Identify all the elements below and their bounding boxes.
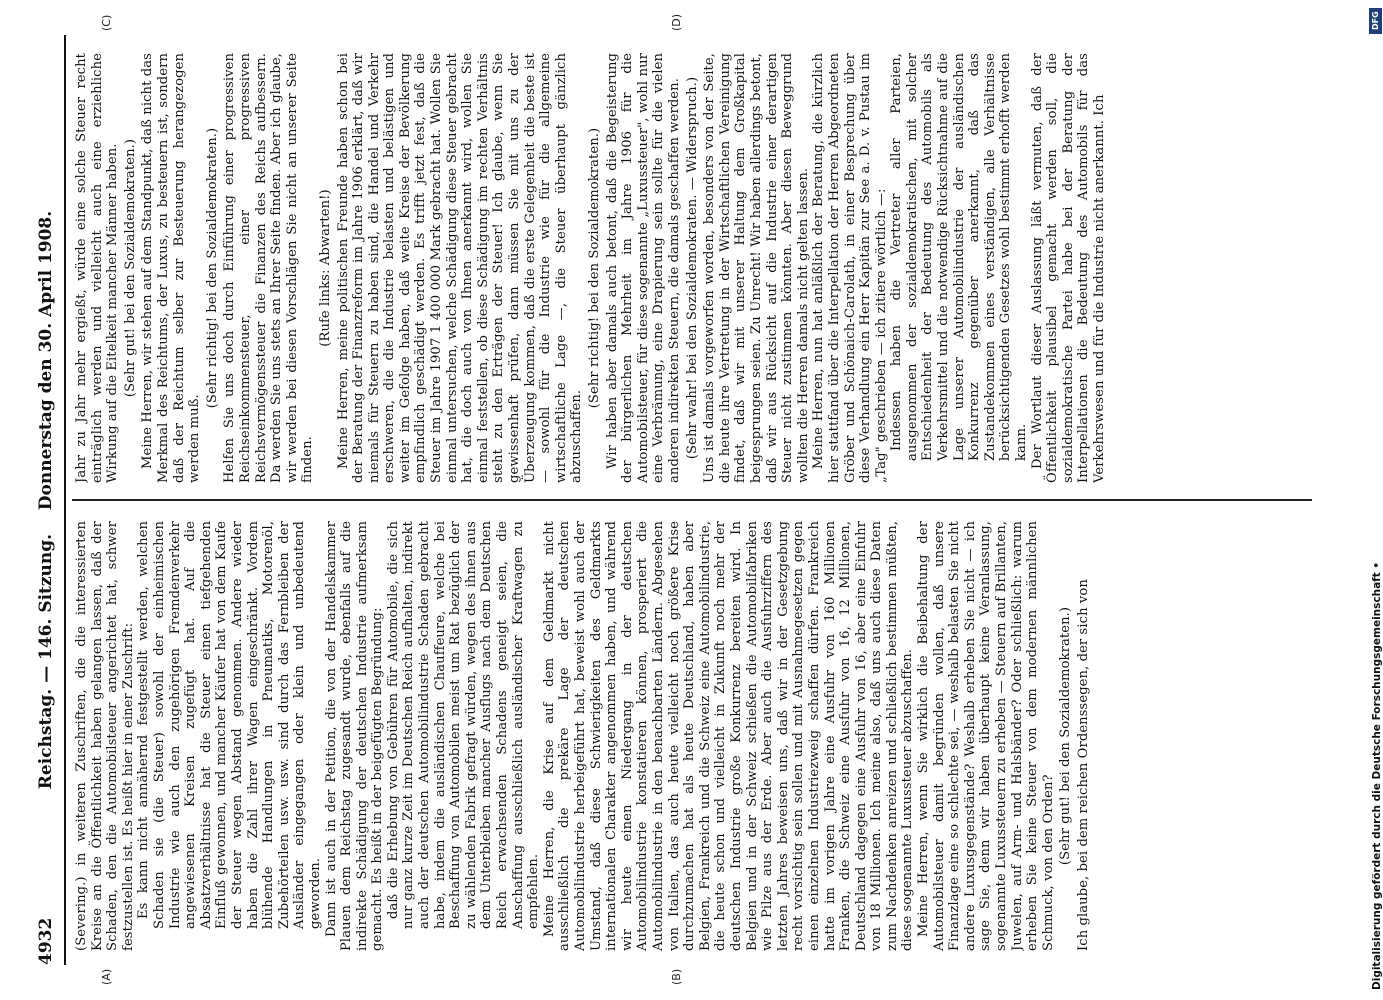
paragraph: Der Wortlaut dieser Auslassung läßt vermuten, daß der Öffentlichkeit plausibel gemacht werden soll, die sozialdemokratische Partei habe bei der Beratung der Interpellationen die Bedeutung des Automobils für das Verkehrswesen und für die Industrie nicht anerkannt. Ich: [1029, 53, 1107, 483]
paragraph: Meine Herren, meine politischen Freunde haben schon bei der Beratung der Finanzreform im Jahre 1906 erklärt, daß wir niemals für Steuern zu haben sind, die Handel und Verkehr erschweren, die die Industrie belasten und belästigen und weiter im Gefolge haben, daß weite Kreise der Bevölkerung empfindlich geschädigt werden. Es trifft jetzt fest, daß die Steuer im Jahre 1907 1 400 000 Mark gebracht hat. Wollen Sie einmal untersuchen, welche Schädigung diese Steuer gebracht hat, die doch auch von Ihnen anerkannt wird, wollen Sie einmal feststellen, ob diese Schädigung im rechten Verhältnis steht zu den Erträgen der Steuer! Ich glaube, wenn Sie gewissenhaft prüfen, dann müssen Sie mit uns zu der Überzeugung kommen, daß die erste Gelegenheit die beste ist — sowohl für die Industrie wie für die allgemeine wirtschaftliche Lage —, die Steuer überhaupt gänzlich abzuschaffen.: [335, 53, 585, 483]
interjection: (Sehr richtig! bei den Sozialdemokraten.): [587, 127, 602, 409]
paragraph: Uns ist damals vorgeworfen worden, besonders von der Seite, die heute ihre Vertretung in der Wirtschaftlichen Vereinigung findet, daß wir mit unserer Haltung dem Großkapital beigesprungen seien. Zu Unrecht! Wir haben allerdings betont, daß wir aus Rücksicht auf die Industrie einer derartigen Steuer nicht zustimmen könnten. Aber diesen Beweggrund wollten die Herren damals nicht gelten lassen.: [702, 53, 811, 483]
page-number: 4932: [36, 917, 56, 965]
quoted-passage: Es kann nicht annähernd festgestellt werden, welchen Schaden sie (die Steuer) sowohl der einheimischen Industrie wie auch den zugehörigen Fremdenverkehr angewiesenen Kreisen zugefügt hat. Auf die Absatzverhältnisse hat die Steuer einen tiefgehenden Einfluß gewonnen, und mancher Käufer hat von dem Kaufe der Steuer wegen Abstand genommen. Andere wieder haben die Zahl ihrer Wagen eingeschränkt. Vordem blühende Handlungen in Pneumatiks, Motorenöl, Zubehörteilen usw. usw. sind durch das Fernbleiben der Ausländer eingegangen oder klein und unbedeutend geworden.: [136, 521, 323, 929]
quoted-passage: daß die Erhebung von Gebühren für Automobile, die sich nur ganz kurze Zeit im Deutschen Reich aufhalten, indirekt auch der deutschen Automobilindustrie Schaden gebracht habe, indem die ausländischen Chauffeure, welche bei Beschaffung von Automobilen meist um Rat bezüglich der zu wählenden Fabrik gefragt würden, wegen des ihnen aus dem Unterbleiben mancher Ausflugs nach dem Deutschen Reich erwachsenden Schadens geneigt seien, die Anschaffung ausschließlich ausländischer Kraftwagen zu empfehlen.: [385, 521, 542, 929]
right-text-column: [74, 53, 1314, 483]
margin-mark-d: (D): [670, 13, 683, 31]
paragraph: Meine Herren, wir stehen auf dem Standpunkt, daß nicht das Merkmal des Reichtums, der Luxus, zu besteuern ist, sondern daß der Reichtum selber zur Besteuerung herangezogen werden muß.: [140, 53, 203, 483]
digitization-credit: Digitalisierung gefördert durch die Deutsche Forschungsgemeinschaft •: [1371, 561, 1383, 990]
interjection: (Sehr wahr! bei den Sozialdemokraten. — Widerspruch.): [684, 76, 700, 460]
interjection: (Sehr gut! bei den Sozialdemokraten.): [122, 138, 138, 398]
paragraph: Meine Herren, nun hat anläßlich der Beratung, die kürzlich hier stattfand über die Interpellation der Herren Abgeordneten Gröber und Schönaich-Carolath, in einer Besprechung über diese Verhandlung ein Herr Kapitän zur See a. D. v. Pustau im „Tag" geschrieben — ich zitiere wörtlich —:: [811, 53, 889, 483]
paragraph: Dann ist auch in der Petition, die von der Handelskammer Plauen dem Reichstag zugesandt wurde, ebenfalls auf die indirekte Schädigung der deutschen Industrie aufmerksam gemacht. Es heißt in der beigefügten Begründung:: [323, 521, 386, 951]
interjection: (Sehr richtig! bei den Sozialdemokraten.): [204, 127, 220, 409]
interjection: (Rufe links: Abwarten!): [317, 189, 333, 347]
paragraph: Jahr zu Jahr mehr ergießt, würde eine solche Steuer recht einträglich werden und vielleicht auch eine erziehliche Wirkung auf die Eitelkeit mancher Männer haben.: [74, 53, 121, 483]
page-header: [30, 35, 66, 965]
header-date: Donnerstag den 30. April 1908.: [36, 210, 56, 511]
rotated-document-page: [30, 13, 1330, 985]
header-title: [36, 35, 56, 965]
margin-mark-b: (B): [670, 968, 683, 985]
left-text-column: [74, 521, 1314, 951]
dfg-logo: DFG: [1369, 8, 1382, 34]
paragraph: Helfen Sie uns doch durch Einführung einer progressiven Reichseinkommensteuer, einer progressiven Reichsvermögenssteuer die Finanzen des Reichs aufbessern. Da werden Sie uns stets an Ihrer Seite finden. Aber ich glaube, wir werden bei diesen Vorschlägen Sie nicht an unserer Seite finden.: [222, 53, 316, 483]
paragraph: Meine Herren, die Krise auf dem Geldmarkt nicht ausschließlich die prekäre Lage der deutschen Automobilindustrie herbeigeführt hat, beweist wohl auch der Umstand, daß diese Schwierigkeiten des Geldmarkts internationalen Charakter angenommen haben, und während wir heute einen Niedergang in der deutschen Automobilindustrie konstatieren können, prosperiert die Automobilindustrie in den benachbarten Ländern. Abgesehen von Italien, das auch heute vielleicht noch größere Krise durchzumachen hat als heute Deutschland, haben aber Belgien, Frankreich und die Schweiz eine Automobilindustrie, die heute schon und vielleicht in Zukunft noch mehr der deutschen Industrie große Konkurrenz bereiten wird. In Belgien und in der Schweiz schießen die Automobilfabriken wie Pilze aus der Erde. Aber auch die Ausfuhrziffern des letzten Jahres beweisen uns, daß wir in der Gesetzgebung recht vorsichtig sein sollen und mit Ausnahmegesetzen gegen einen einzelnen Industriezweig schaffen dürfen. Frankreich hatte im vorigen Jahre eine Ausfuhr von 160 Millionen Franken, die Schweiz eine Ausfuhr von 16, 12 Millionen, Deutschland dagegen eine Ausfuhr von 16, aber eine Einfuhr von 18 Millionen. Ich meine also, daß uns auch diese Daten zum Nachdenken anreizen und schließlich bestimmen müßten, diese sogenannte Luxussteuer abzuschaffen.: [541, 521, 916, 951]
quoted-passage: Indessen haben die Vertreter aller Parteien, ausgenommen der sozialdemokratischen, mit solcher Entschiedenheit der Bedeutung des Automobils als Verkehrsmittel und die notwendige Rücksichtnahme auf die Lage unserer Automobilindustrie der ausländischen Konkurrenz gegenüber anerkannt, daß das Zustandekommen eines verständigen, alle Verhältnisse berücksichtigenden Gesetzes wohl bestimmt erhofft werden kann.: [889, 53, 1030, 461]
margin-mark-c: (C): [100, 14, 113, 31]
header-session: Reichstag. — 146. Sitzung.: [36, 533, 56, 790]
paragraph: (Severing.) in weiteren Zuschriften, die die interessierten Kreise an die Öffentlichkeit haben gelangen lassen, daß der Schaden, den die Automobilsteuer angerichtet hat, schwer festzustellen ist. Es heißt hier in einer Zuschrift:: [74, 521, 136, 951]
paragraph: Ich glaube, bei dem reichen Ordenssegen, der sich von: [1076, 579, 1091, 951]
column-divider: [72, 500, 1312, 502]
paragraph: Meine Herren, wenn Sie wirklich die Beibehaltung der Automobilsteuer damit begründen wollen, daß unsere Finanzlage eine so schlechte sei, — weshalb belasten Sie nicht andere Luxusgegenstände? Weshalb erheben Sie nicht — ich sage Sie, denn wir haben überhaupt keine Veranlassung, sogenannte Luxussteuern zu erheben — Steuern auf Brillanten, Juwelen, auf Arm- und Halsbänder? Oder schließlich: warum erheben Sie keine Steuer von dem modernen männlichen Schmuck, von den Orden?: [916, 521, 1056, 951]
interjection: (Sehr gut! bei den Sozialdemokraten.): [1058, 606, 1074, 866]
margin-mark-a: (A): [100, 968, 113, 985]
paragraph: Wir haben aber damals auch betont, daß die Begeisterung der bürgerlichen Mehrheit im Jahre 1906 für die Automobilsteuer, für diese sogenannte „Luxussteuer", wohl nur eine Verbrämung, eine Drapierung sein sollte für die vielen anderen indirekten Steuern, die damals geschaffen werden.: [604, 53, 682, 483]
